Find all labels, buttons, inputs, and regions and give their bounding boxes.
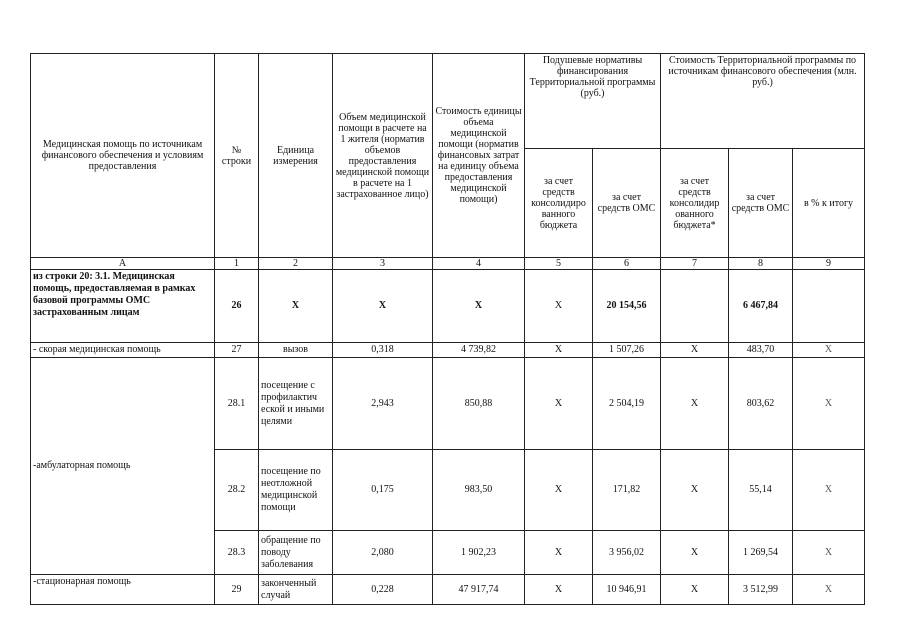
unit-cell: Х bbox=[259, 270, 333, 343]
header-unit: Единица измерения bbox=[259, 54, 333, 258]
value-cell: 483,70 bbox=[729, 343, 793, 358]
unit-cell: обращение по поводу заболевания bbox=[259, 531, 333, 575]
value-cell: Х bbox=[661, 450, 729, 531]
header-col5: за счет средств консолидиро ванного бюджета bbox=[525, 149, 593, 258]
header-care-type: Медицинская помощь по источникам финансового обеспечения и условиям предоставления bbox=[31, 54, 215, 258]
value-cell bbox=[661, 270, 729, 343]
header-col9: в % к итогу bbox=[793, 149, 865, 258]
row-number: 28.3 bbox=[215, 531, 259, 575]
row-label-ambulatory: -амбулаторная помощь bbox=[31, 358, 215, 575]
row-label: из строки 20: 3.1. Медицинская помощь, предоставляемая в рамках базовой программы ОМС застрахованным лицам bbox=[31, 270, 215, 343]
header-volume: Объем медицинской помощи в расчете на 1 жителя (норматив объемов предоставления медицинской помощи в расчете на 1 застрахованное лицо) bbox=[333, 54, 433, 258]
header-unit-cost: Стоимость единицы объема медицинской помощи (норматив финансовых затрат на единицу объема предоставления медицинской помощи) bbox=[433, 54, 525, 258]
row-number: 28.1 bbox=[215, 358, 259, 450]
column-index-row bbox=[31, 258, 865, 270]
volume-cell: 2,080 bbox=[333, 531, 433, 575]
unit-cell: законченный случай bbox=[259, 575, 333, 605]
volume-cell: 0,318 bbox=[333, 343, 433, 358]
row-label: -стационарная помощь bbox=[31, 575, 215, 605]
header-program-cost-group: Стоимость Территориальной программы по источникам финансового обеспечения (млн. руб.) bbox=[661, 54, 865, 149]
volume-cell: 0,228 bbox=[333, 575, 433, 605]
value-cell: 2 504,19 bbox=[593, 358, 661, 450]
row-number: 29 bbox=[215, 575, 259, 605]
index-cell: 1 bbox=[215, 258, 259, 270]
value-cell: Х bbox=[525, 531, 593, 575]
cost-cell: 850,88 bbox=[433, 358, 525, 450]
header-col7: за счет средств консолидир ованного бюджета* bbox=[661, 149, 729, 258]
value-cell: Х bbox=[661, 531, 729, 575]
row-label: - скорая медицинская помощь bbox=[31, 343, 215, 358]
value-cell: 1 269,54 bbox=[729, 531, 793, 575]
index-cell: 3 bbox=[333, 258, 433, 270]
index-cell: 8 bbox=[729, 258, 793, 270]
volume-cell: Х bbox=[333, 270, 433, 343]
volume-cell: 2,943 bbox=[333, 358, 433, 450]
index-cell: 2 bbox=[259, 258, 333, 270]
volume-cell: 0,175 bbox=[333, 450, 433, 531]
cost-cell: Х bbox=[433, 270, 525, 343]
header-col8: за счет средств ОМС bbox=[729, 149, 793, 258]
value-cell: Х bbox=[525, 450, 593, 531]
value-cell bbox=[793, 270, 865, 343]
index-cell: 4 bbox=[433, 258, 525, 270]
cost-cell: 4 739,82 bbox=[433, 343, 525, 358]
value-cell: 3 956,02 bbox=[593, 531, 661, 575]
header-per-capita-group: Подушевые нормативы финансирования Территориальной программы (руб.) bbox=[525, 54, 661, 149]
value-cell: Х bbox=[661, 358, 729, 450]
value-cell: Х bbox=[793, 343, 865, 358]
table-row bbox=[31, 358, 865, 450]
value-cell: Х bbox=[793, 450, 865, 531]
value-cell: 803,62 bbox=[729, 358, 793, 450]
unit-cell: посещение по неотложной медицинской помощи bbox=[259, 450, 333, 531]
value-cell: 55,14 bbox=[729, 450, 793, 531]
row-number: 27 bbox=[215, 343, 259, 358]
value-cell: Х bbox=[793, 531, 865, 575]
header-col6: за счет средств ОМС bbox=[593, 149, 661, 258]
value-cell: 10 946,91 bbox=[593, 575, 661, 605]
value-cell: 1 507,26 bbox=[593, 343, 661, 358]
unit-cell: вызов bbox=[259, 343, 333, 358]
table-row bbox=[31, 575, 865, 605]
cost-cell: 47 917,74 bbox=[433, 575, 525, 605]
index-cell: А bbox=[31, 258, 215, 270]
index-cell: 7 bbox=[661, 258, 729, 270]
index-cell: 6 bbox=[593, 258, 661, 270]
row-number: 26 bbox=[215, 270, 259, 343]
value-cell: Х bbox=[661, 343, 729, 358]
cost-cell: 1 902,23 bbox=[433, 531, 525, 575]
value-cell: Х bbox=[793, 575, 865, 605]
value-cell: Х bbox=[525, 343, 593, 358]
row-number: 28.2 bbox=[215, 450, 259, 531]
unit-cell: посещение с профилактич еской и иными целями bbox=[259, 358, 333, 450]
value-cell: Х bbox=[661, 575, 729, 605]
value-cell: 20 154,56 bbox=[593, 270, 661, 343]
value-cell: 6 467,84 bbox=[729, 270, 793, 343]
index-cell: 9 bbox=[793, 258, 865, 270]
index-cell: 5 bbox=[525, 258, 593, 270]
cost-cell: 983,50 bbox=[433, 450, 525, 531]
header-row-number: № строки bbox=[215, 54, 259, 258]
table-row bbox=[31, 343, 865, 358]
value-cell: 171,82 bbox=[593, 450, 661, 531]
value-cell: Х bbox=[793, 358, 865, 450]
value-cell: Х bbox=[525, 358, 593, 450]
value-cell: Х bbox=[525, 575, 593, 605]
table-row bbox=[31, 270, 865, 343]
value-cell: Х bbox=[525, 270, 593, 343]
value-cell: 3 512,99 bbox=[729, 575, 793, 605]
financing-table bbox=[30, 53, 865, 605]
